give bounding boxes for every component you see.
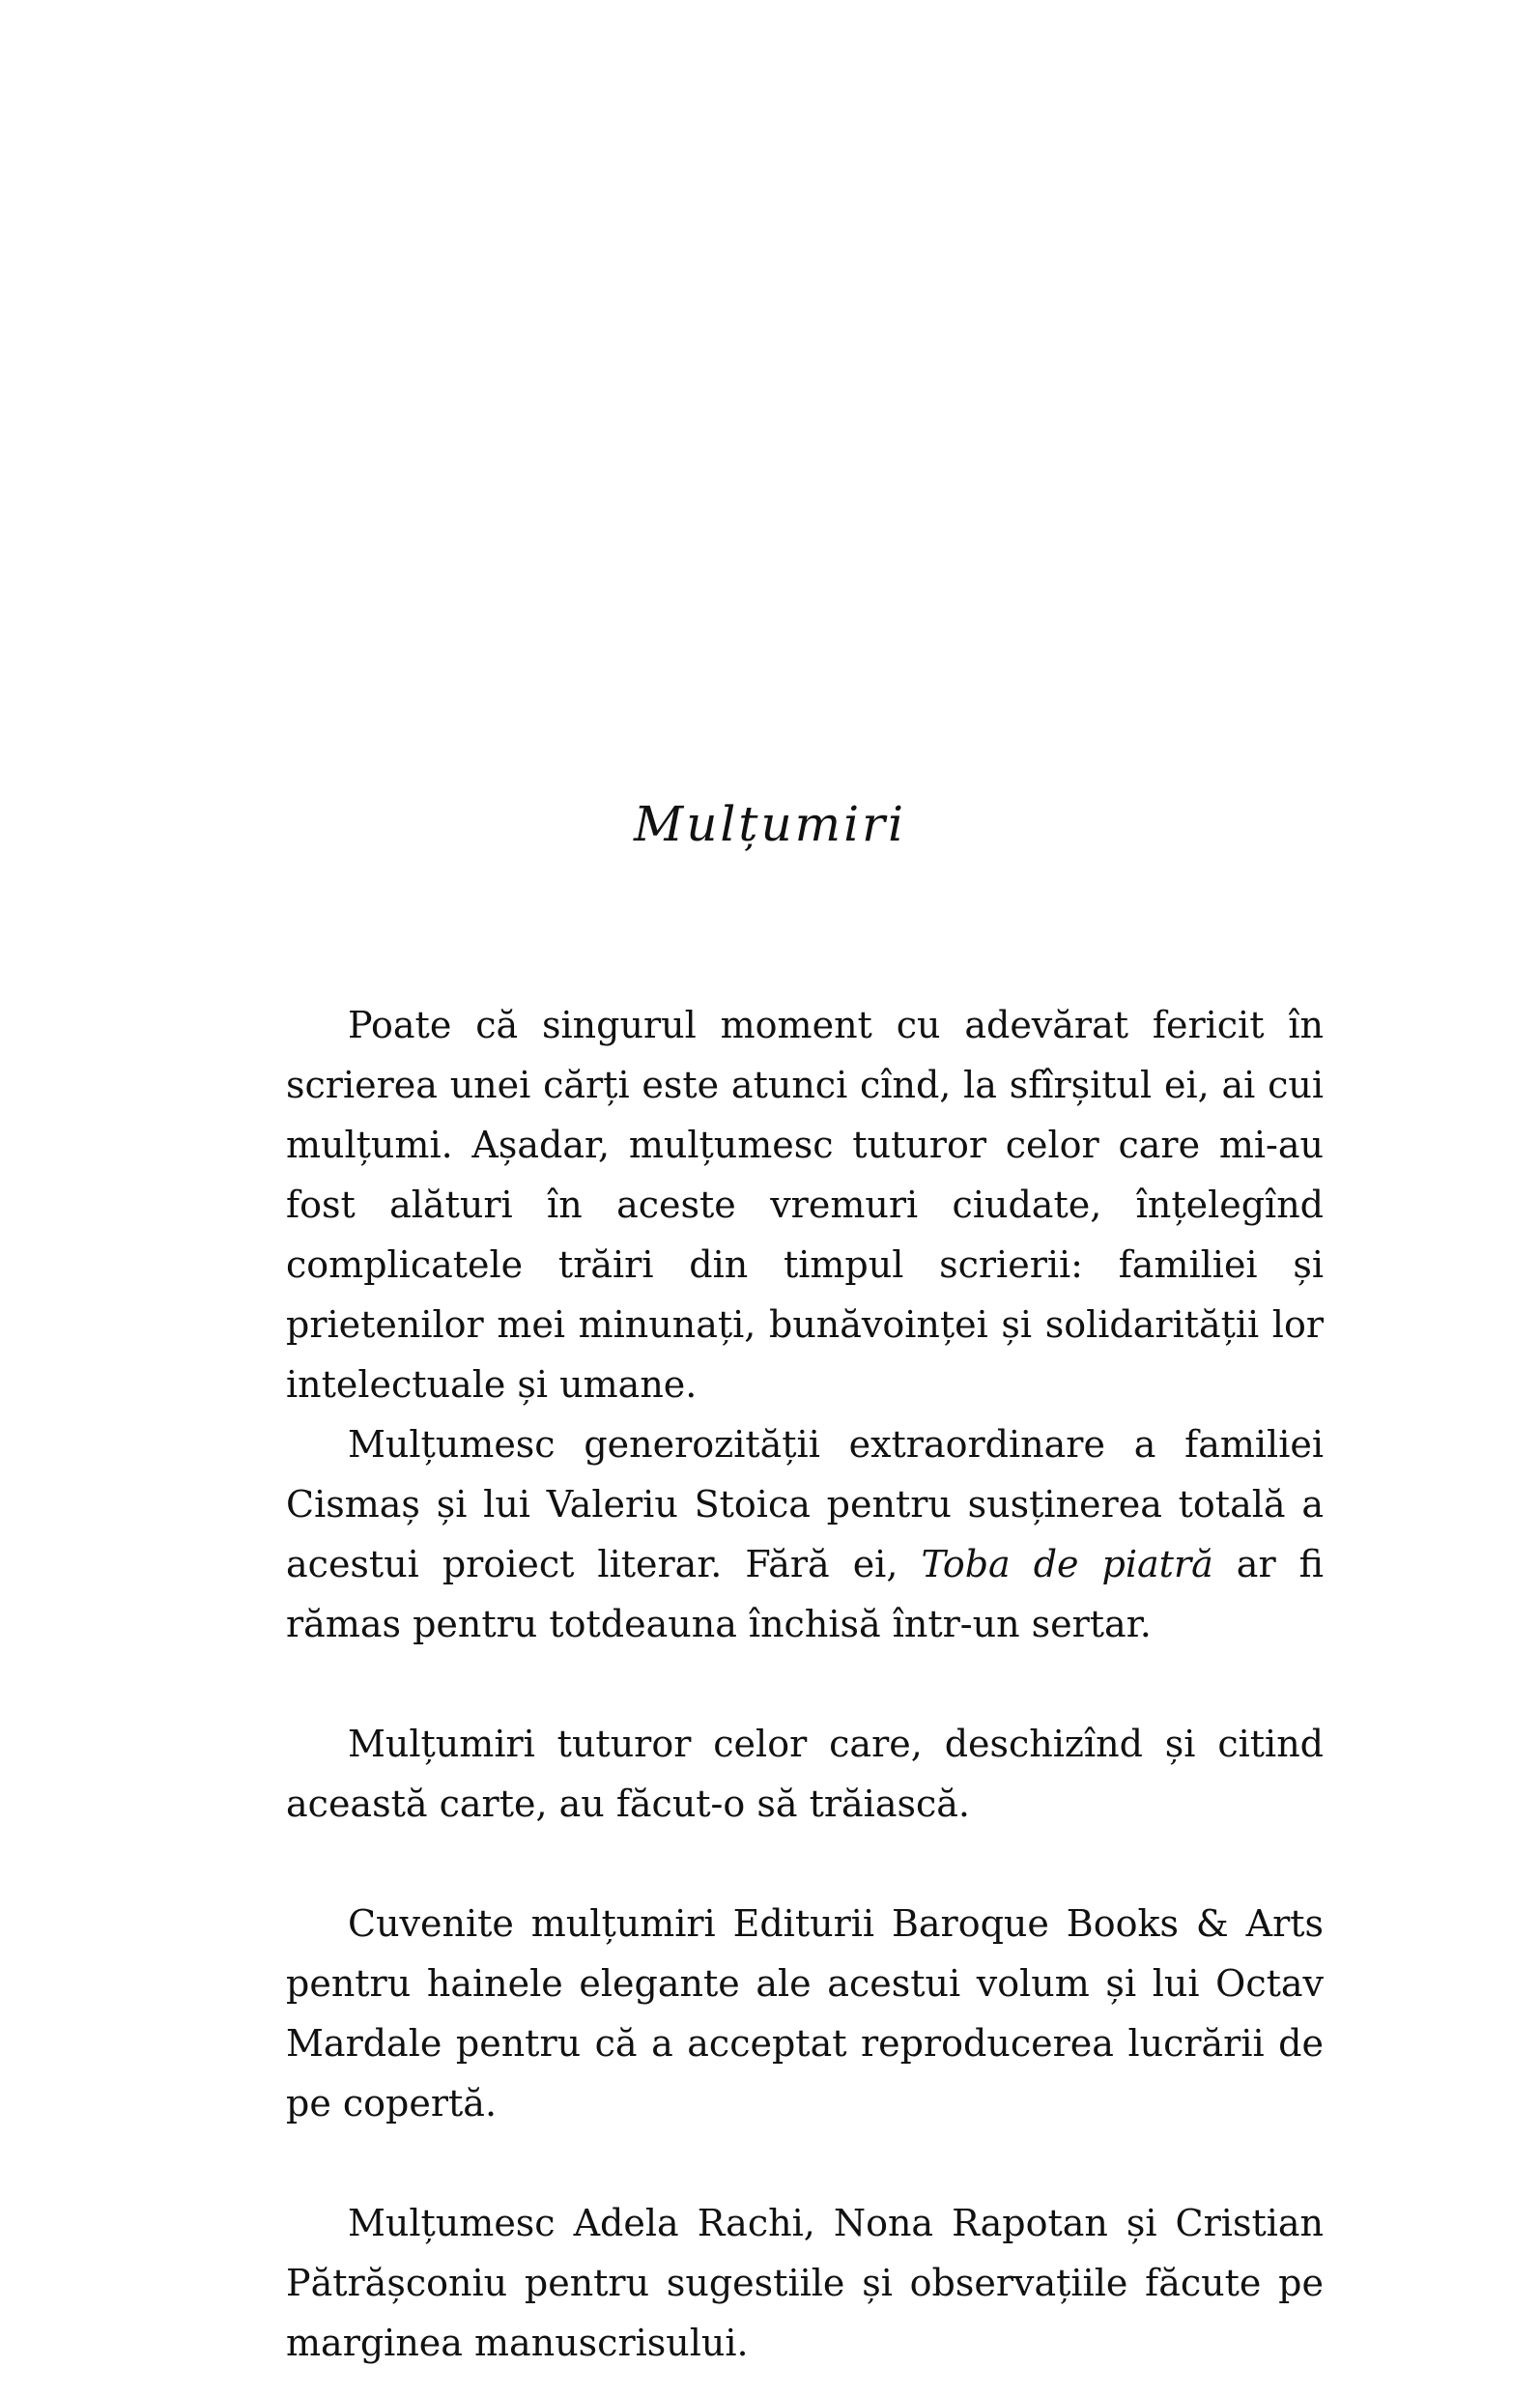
page-title: Mulțumiri bbox=[634, 796, 906, 852]
paragraph-readers-thanks: Mulțumiri tuturor celor care, deschizînd și citind această carte, au făcut-o să trăiască. bbox=[286, 1723, 1324, 1825]
paragraph-spacer bbox=[286, 1834, 1324, 1894]
paragraph-spacer bbox=[286, 2133, 1324, 2193]
paragraph-family-thanks: Poate că singurul moment cu adevărat fericit în scrierea unei cărți este atunci cînd, la sfîrșitul ei, ai cui mulțumi. Așadar, mulțumesc tuturor celor care mi-au fost alături în aceste vremuri ciudate, înțelegînd complicatele trăiri din timpul scrierii: familiei și prietenilor mei minunați, bunăvoinței și solidarității lor intelectuale și umane. bbox=[286, 1004, 1324, 1406]
paragraph-sponsor-thanks bbox=[286, 1414, 1324, 1654]
acknowledgements-body bbox=[286, 995, 1324, 2373]
paragraph-spacer bbox=[286, 1654, 1324, 1714]
paragraph-publisher-thanks: Cuvenite mulțumiri Editurii Baroque Books & Arts pentru hainele elegante ale acestui volum și lui Octav Mardale pentru că a acceptat reproducerea lucrării de pe copertă. bbox=[286, 1902, 1324, 2125]
paragraph-reviewers-thanks: Mulțumesc Adela Rachi, Nona Rapotan și Cristian Pătrășconiu pentru sugestiile și observațiile făcute pe marginea manuscrisului. bbox=[286, 2202, 1324, 2364]
book-title-italic: Toba de piatră bbox=[921, 1543, 1213, 1585]
paragraph-sponsor-text-start: Mulțumesc generozității extraordinare a familiei Cismaș și lui Valeriu Stoica pentru susținerea totală a acestui proiect literar. Fără ei, bbox=[286, 1423, 1324, 1585]
paragraph-sponsor-text-end: ar fi rămas pentru totdeauna închisă într-un sertar. bbox=[286, 1543, 1324, 1645]
